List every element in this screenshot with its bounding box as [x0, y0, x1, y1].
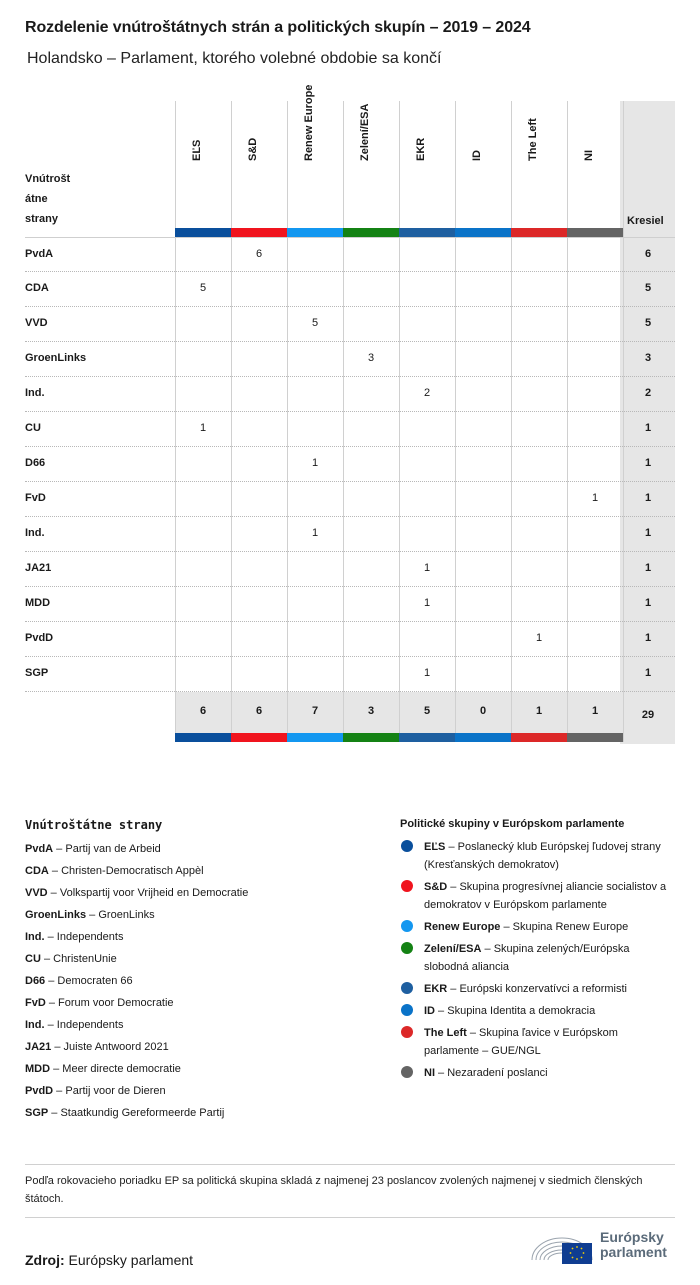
group-legend-title: Politické skupiny v Európskom parlamente [400, 818, 625, 830]
table-row [25, 622, 675, 657]
party-legend-item: PvdA – Partij van de Arbeid [25, 843, 161, 855]
group-color-dot-icon [401, 942, 413, 954]
party-legend-abbr: JA21 [25, 1041, 52, 1053]
group-color-bar [175, 228, 231, 237]
logo-line: parlament [600, 1244, 667, 1260]
row-party-name: CDA [25, 282, 49, 294]
group-color-dot-icon [401, 1004, 413, 1016]
row-total: 1 [644, 632, 652, 644]
party-legend-item: FvD – Forum voor Democratie [25, 997, 174, 1009]
table-row [25, 552, 675, 587]
group-legend-name: Nezaradení poslanci [447, 1067, 548, 1079]
page-subtitle: Holandsko – Parlament, ktorého volebné obdobie sa končí [27, 50, 442, 67]
column-header [567, 101, 623, 237]
group-legend-name: Skupina Identita a demokracia [447, 1005, 596, 1017]
group-legend-item: EĽS – Poslanecký klub Európskej ľudovej strany (Kresťanských demokratov) [400, 838, 675, 874]
group-color-dot-icon [401, 982, 413, 994]
source-line [25, 1252, 193, 1268]
column-header [175, 101, 231, 237]
column-header-label: EKR [415, 137, 427, 161]
group-color-dot-icon [401, 920, 413, 932]
table-row [25, 377, 675, 412]
group-legend-abbr: EĽS [424, 841, 446, 853]
total-column-header: Kresiel [627, 215, 664, 227]
column-total: 5 [423, 705, 431, 717]
row-total: 1 [644, 457, 652, 469]
party-legend-name: GroenLinks [98, 909, 155, 921]
table-row [25, 482, 675, 517]
group-legend-name: Skupina ľavice v Európskom parlamente – GUE/NGL [424, 1027, 618, 1057]
table-cell-value: 2 [423, 387, 431, 399]
party-legend-abbr: CU [25, 953, 41, 965]
column-total: 1 [535, 705, 543, 717]
row-party-name: MDD [25, 597, 51, 609]
page-title: Rozdelenie vnútroštátnych strán a politických skupín – 2019 – 2024 [25, 19, 531, 36]
table-cell-value: 5 [311, 317, 319, 329]
party-legend-item: GroenLinks – GroenLinks [25, 909, 155, 921]
party-legend [25, 818, 385, 1124]
group-legend-item: The Left – Skupina ľavice v Európskom parlamente – GUE/NGL [400, 1024, 675, 1060]
party-legend-abbr: Ind. [25, 931, 45, 943]
column-header [231, 101, 287, 237]
group-legend-name: Poslanecký klub Európskej ľudovej strany (Kresťanských demokratov) [424, 841, 661, 871]
row-total: 1 [644, 527, 652, 539]
group-color-dot-icon [401, 1026, 413, 1038]
group-color-bar [399, 733, 455, 742]
party-legend-name: Christen-Democratisch Appèl [61, 865, 204, 877]
table-cell-value: 1 [311, 527, 319, 539]
party-legend-name: Democraten 66 [57, 975, 133, 987]
source-value: Európsky parlament [68, 1252, 194, 1268]
column-header-label: NI [583, 150, 595, 161]
table-row [25, 657, 675, 692]
party-legend-title: Vnútroštátne strany [25, 818, 163, 832]
grand-total: 29 [641, 709, 655, 721]
row-total: 1 [644, 597, 652, 609]
column-total: 6 [199, 705, 207, 717]
party-legend-abbr: VVD [25, 887, 48, 899]
row-total: 1 [644, 492, 652, 504]
party-legend-name: Partij van de Arbeid [65, 843, 161, 855]
table-cell-value: 1 [423, 562, 431, 574]
group-legend-item: Zelení/ESA – Skupina zelených/Európska slobodná aliancia [400, 940, 675, 976]
group-color-dot-icon [401, 880, 413, 892]
row-total: 6 [644, 248, 652, 260]
row-header-label [25, 169, 115, 229]
party-legend-name: Staatkundig Gereformeerde Partij [60, 1107, 225, 1119]
column-total: 6 [255, 705, 263, 717]
logo-line: Európsky [600, 1229, 664, 1245]
column-header-label: Zelení/ESA [359, 103, 371, 161]
party-legend-abbr: MDD [25, 1063, 51, 1075]
group-color-dot-icon [401, 1066, 413, 1078]
group-color-bar [343, 733, 399, 742]
group-color-bar [399, 228, 455, 237]
column-header [455, 101, 511, 237]
row-party-name: PvdD [25, 632, 54, 644]
group-legend [400, 818, 675, 1086]
group-legend-name: Skupina zelených/Európska slobodná aliancia [424, 943, 630, 973]
party-legend-abbr: GroenLinks [25, 909, 87, 921]
column-header [343, 101, 399, 237]
table-cell-value: 5 [199, 282, 207, 294]
group-legend-abbr: Renew Europe [424, 921, 501, 933]
party-legend-abbr: PvdD [25, 1085, 54, 1097]
party-legend-item: JA21 – Juiste Antwoord 2021 [25, 1041, 169, 1053]
group-color-bar [567, 228, 623, 237]
column-header [287, 84, 343, 237]
party-legend-item: D66 – Democraten 66 [25, 975, 133, 987]
row-party-name: GroenLinks [25, 352, 87, 364]
row-party-name: SGP [25, 667, 49, 679]
party-legend-abbr: FvD [25, 997, 46, 1009]
column-header-label: Renew Europe [303, 84, 315, 161]
row-header-line: strany [25, 213, 59, 225]
group-legend-name: Európski konzervatívci a reformisti [459, 983, 627, 995]
table-row [25, 237, 675, 272]
column-header-label: S&D [247, 137, 259, 161]
column-header [511, 101, 567, 237]
group-legend-abbr: NI [424, 1067, 435, 1079]
party-legend-abbr: Ind. [25, 1019, 45, 1031]
group-color-bar [231, 228, 287, 237]
party-legend-name: Independents [56, 1019, 124, 1031]
group-color-bar [511, 733, 567, 742]
group-color-bar [343, 228, 399, 237]
table-row [25, 272, 675, 307]
party-legend-abbr: SGP [25, 1107, 49, 1119]
table-cell-value: 1 [423, 597, 431, 609]
party-legend-name: Independents [56, 931, 124, 943]
divider [25, 1164, 675, 1165]
source-label: Zdroj: [25, 1252, 65, 1268]
row-party-name: VVD [25, 317, 48, 329]
table-row [25, 447, 675, 482]
table-cell-value: 1 [199, 422, 207, 434]
group-color-dot-icon [401, 840, 413, 852]
group-color-bar [175, 733, 231, 742]
party-legend-name: Juiste Antwoord 2021 [63, 1041, 169, 1053]
row-party-name: PvdA [25, 248, 54, 260]
table-row [25, 307, 675, 342]
column-total: 0 [479, 705, 487, 717]
table-cell-value: 1 [535, 632, 543, 644]
party-legend-item: CDA – Christen-Democratisch Appèl [25, 865, 204, 877]
group-legend-abbr: EKR [424, 983, 448, 995]
row-party-name: CU [25, 422, 41, 434]
table-row [25, 517, 675, 552]
logo-text [600, 1230, 667, 1260]
group-legend-name: Skupina progresívnej aliancie socialistov a demokratov v Európskom parlamente [424, 881, 667, 911]
party-legend-item: SGP – Staatkundig Gereformeerde Partij [25, 1107, 225, 1119]
row-party-name: D66 [25, 457, 46, 469]
table-cell-value: 3 [367, 352, 375, 364]
row-total: 1 [644, 562, 652, 574]
column-header-label: EĽS [191, 139, 203, 161]
table-row [25, 412, 675, 447]
party-legend-name: Meer directe democratie [62, 1063, 181, 1075]
row-header-line: Vnútrošt [25, 173, 71, 185]
party-legend-item: VVD – Volkspartij voor Vrijheid en Democratie [25, 887, 249, 899]
group-legend-item: ID – Skupina Identita a demokracia [400, 1002, 675, 1020]
party-legend-name: Volkspartij voor Vrijheid en Democratie [59, 887, 249, 899]
divider [25, 1217, 675, 1218]
group-color-bar [287, 733, 343, 742]
row-party-name: FvD [25, 492, 46, 504]
party-legend-item: Ind. – Independents [25, 1019, 124, 1031]
party-legend-item: MDD – Meer directe democratie [25, 1063, 181, 1075]
column-total: 1 [591, 705, 599, 717]
row-party-name: Ind. [25, 527, 45, 539]
column-header-label: The Left [527, 118, 539, 161]
group-legend-item: Renew Europe – Skupina Renew Europe [400, 918, 675, 936]
footnote: Podľa rokovacieho poriadku EP sa politická skupina skladá z najmenej 23 poslancov zvolených najmenej v siedmich členských štátoch. [25, 1175, 643, 1205]
row-total: 2 [644, 387, 652, 399]
row-total: 1 [644, 667, 652, 679]
row-total: 5 [644, 317, 652, 329]
party-legend-abbr: PvdA [25, 843, 54, 855]
seat-distribution-table [25, 84, 675, 744]
table-cell-value: 1 [591, 492, 599, 504]
group-color-bar [455, 733, 511, 742]
row-total: 1 [644, 422, 652, 434]
group-legend-abbr: Zelení/ESA [424, 943, 482, 955]
group-color-bar [231, 733, 287, 742]
party-legend-abbr: CDA [25, 865, 49, 877]
row-party-name: Ind. [25, 387, 45, 399]
group-legend-name: Skupina Renew Europe [512, 921, 629, 933]
party-legend-name: ChristenUnie [53, 953, 117, 965]
group-legend-item: NI – Nezaradení poslanci [400, 1064, 675, 1082]
group-legend-item: S&D – Skupina progresívnej aliancie socialistov a demokratov v Európskom parlamente [400, 878, 675, 914]
party-legend-item: PvdD – Partij voor de Dieren [25, 1085, 166, 1097]
column-header [399, 101, 455, 237]
group-legend-abbr: ID [424, 1005, 435, 1017]
table-cell-value: 1 [423, 667, 431, 679]
party-legend-name: Forum voor Democratie [58, 997, 174, 1009]
party-legend-item: Ind. – Independents [25, 931, 124, 943]
table-cell-value: 6 [255, 248, 263, 260]
table-row [25, 587, 675, 622]
row-party-name: JA21 [25, 562, 52, 574]
party-legend-item: CU – ChristenUnie [25, 953, 117, 965]
group-color-bar [511, 228, 567, 237]
group-color-bar [287, 228, 343, 237]
party-legend-name: Partij voor de Dieren [65, 1085, 166, 1097]
column-total: 7 [311, 705, 319, 717]
column-total: 3 [367, 705, 375, 717]
group-legend-abbr: S&D [424, 881, 448, 893]
group-color-bar [567, 733, 623, 742]
row-header-line: átne [25, 193, 48, 205]
group-legend-item: EKR – Európski konzervatívci a reformisti [400, 980, 675, 998]
column-header-label: ID [471, 150, 483, 161]
table-row [25, 342, 675, 377]
table-cell-value: 1 [311, 457, 319, 469]
party-legend-abbr: D66 [25, 975, 46, 987]
row-total: 5 [644, 282, 652, 294]
row-total: 3 [644, 352, 652, 364]
group-color-bar [455, 228, 511, 237]
group-legend-abbr: The Left [424, 1027, 467, 1039]
